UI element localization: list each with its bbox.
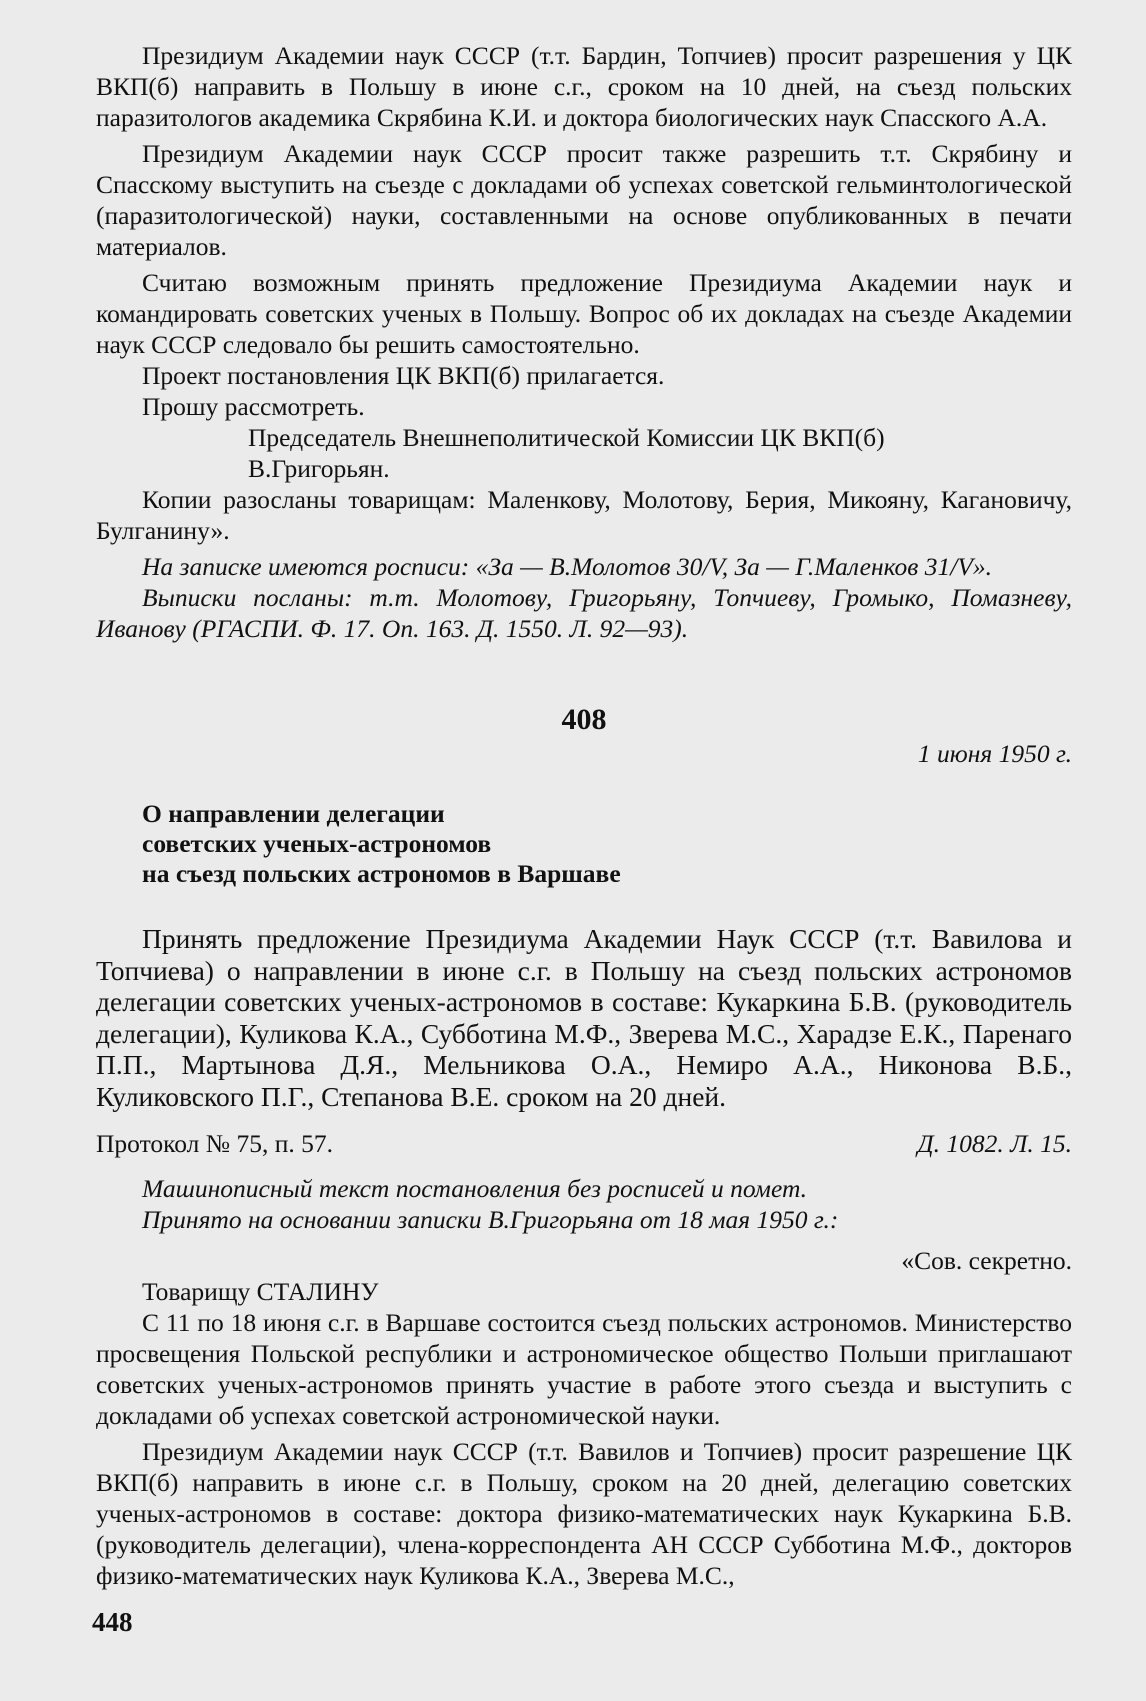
protocol-row (96, 1128, 1072, 1159)
title-line: советских ученых-астрономов (142, 829, 492, 858)
paragraph: Президиум Академии наук СССР просит также разрешить т.т. Скрябину и Спасскому выступить на съезде с докладами об успехах советской гельминтологической (паразитологической) науки, составленными на основе опубликованных в печати материалов. (96, 139, 1072, 261)
paragraph: Считаю возможным принять предложение Президиума Академии наук и командировать советских ученых в Польшу. Вопрос об их докладах на съезде Академии наук СССР следовало бы решить самостоятельно. (96, 268, 1072, 359)
archive-reference: Д. 1082. Л. 15. (917, 1129, 1072, 1158)
archival-note: На записке имеются росписи: «За — В.Молотов 30/V, За — Г.Маленков 31/V». (142, 552, 993, 581)
document-number: 408 (561, 703, 607, 736)
resolution-text: Принять предложение Президиума Академии Наук СССР (т.т. Вавилова и Топчиева) о направлении в июне с.г. в Польшу на съезд польских астрономов делегации советских ученых-астрономов в составе: Кукаркина Б.В. (руководитель делегации), Куликова К.А., Субботина М.Ф., Зверева М.С., Харадзе Е.К., Паренаго П.П., Мартынова Д.Я., Мельникова О.А., Немиро А.А., Никонова В.Б., Куликовского П.Г., Степанова В.Е. сроком на 20 дней. (96, 923, 1072, 1112)
document-title (96, 799, 1072, 889)
archival-note: Выписки посланы: т.т. Молотову, Григорьяну, Топчиеву, Громыко, Помазневу, Иванову (РГАСПИ. Ф. 17. Оп. 163. Д. 1550. Л. 92—93). (96, 583, 1072, 643)
page-number: 448 (92, 1607, 133, 1637)
secret-stamp: «Сов. секретно. (901, 1246, 1072, 1275)
document-date: 1 июня 1950 г. (917, 739, 1072, 768)
copies-line: Копии разосланы товарищам: Маленкову, Молотову, Берия, Микояну, Кагановичу, Булганину». (96, 485, 1072, 545)
paragraph: Прошу рассмотреть. (142, 392, 365, 421)
archival-note: Машинописный текст постановления без росписей и помет. (142, 1174, 808, 1203)
title-line: О направлении делегации (142, 799, 445, 828)
paragraph: Президиум Академии наук СССР (т.т. Бардин, Топчиев) просит разрешения у ЦК ВКП(б) направить в Польшу в июне с.г., сроком на 10 дней, на съезд польских паразитологов академика Скрябина К.И. и доктора биологических наук Спасского А.А. (96, 41, 1072, 132)
paragraph: Проект постановления ЦК ВКП(б) прилагается. (142, 361, 665, 390)
editorial-notes (96, 1173, 1072, 1235)
archival-note: Принято на основании записки В.Григорьяна от 18 мая 1950 г.: (142, 1205, 839, 1234)
addressee: Товарищу СТАЛИНУ (142, 1277, 379, 1306)
signature-name: В.Григорьян. (248, 454, 390, 483)
title-line: на съезд польских астрономов в Варшаве (142, 859, 621, 888)
protocol-label: Протокол № 75, п. 57. (96, 1129, 333, 1158)
paragraph: С 11 по 18 июня с.г. в Варшаве состоится съезд польских астрономов. Министерство просвещения Польской республики и астрономическое общество Польши приглашают советских ученых-астрономов принять участие в работе этого съезда и выступить с докладами об успехах советской астрономической науки. (96, 1308, 1072, 1430)
signature-title: Председатель Внешнеполитической Комиссии ЦК ВКП(б) (248, 423, 885, 452)
paragraph: Президиум Академии наук СССР (т.т. Вавилов и Топчиев) просит разрешение ЦК ВКП(б) направить в июне с.г. в Польшу, сроком на 20 дней, делегацию советских ученых-астрономов в составе: доктора физико-математических наук Кукаркина Б.В. (руководитель делегации), члена-корреспондента АН СССР Субботина М.Ф., докторов физико-математических наук Куликова К.А., Зверева М.С., (96, 1437, 1072, 1590)
